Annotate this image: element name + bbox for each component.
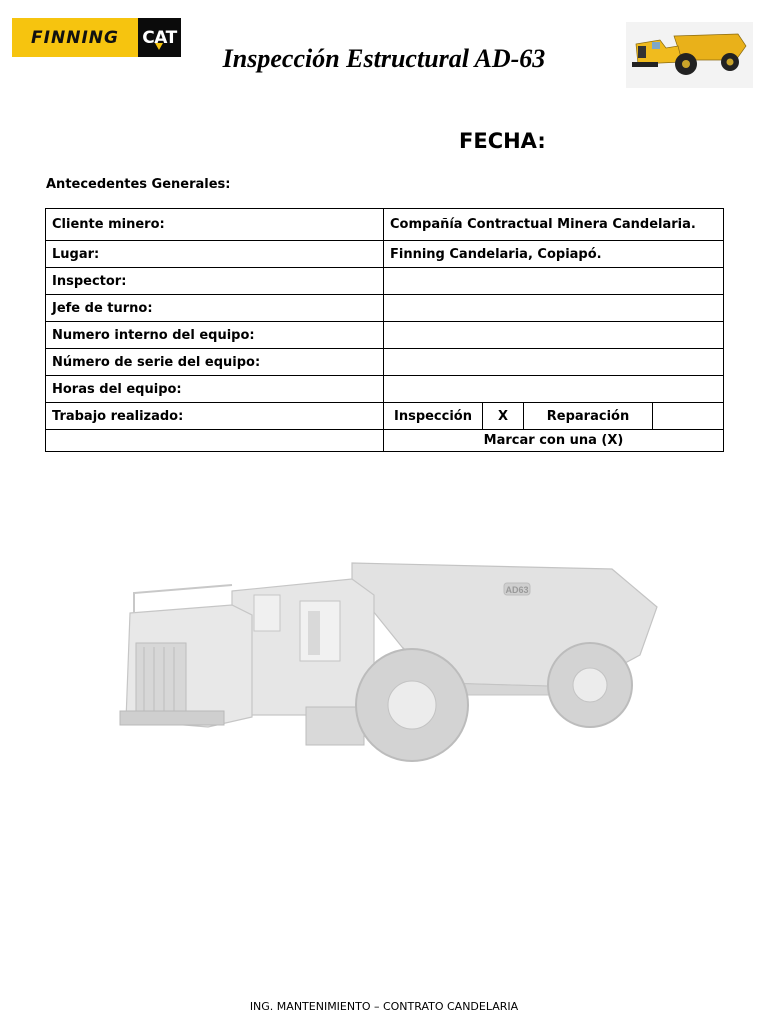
section-title: Antecedentes Generales: xyxy=(46,177,231,192)
reparacion-checkbox[interactable] xyxy=(653,403,723,429)
row-label: Numero interno del equipo: xyxy=(46,322,384,349)
mark-hint-row xyxy=(46,430,724,452)
work-options xyxy=(384,403,724,430)
row-label: Lugar: xyxy=(46,241,384,268)
row-label: Inspector: xyxy=(46,268,384,295)
inspeccion-option: Inspección xyxy=(384,403,483,429)
table-row xyxy=(46,322,724,349)
work-label: Trabajo realizado: xyxy=(46,403,384,430)
row-value[interactable] xyxy=(384,349,724,376)
truck-badge-text: AD63 xyxy=(505,585,529,595)
footer-text: ING. MANTENIMIENTO – CONTRATO CANDELARIA xyxy=(249,1000,519,1013)
finning-logo-text: FINNING xyxy=(31,27,119,48)
table-row xyxy=(46,376,724,403)
work-row xyxy=(46,403,724,430)
general-info-table xyxy=(45,208,724,452)
row-value[interactable] xyxy=(384,268,724,295)
reparacion-option: Reparación xyxy=(524,403,653,429)
row-label: Cliente minero: xyxy=(46,209,384,241)
table-row xyxy=(46,268,724,295)
row-value[interactable]: Finning Candelaria, Copiapó. xyxy=(384,241,724,268)
inspeccion-checkbox[interactable]: X xyxy=(483,403,524,429)
fecha-label: FECHA: xyxy=(459,129,546,153)
page-title: Inspección Estructural AD-63 xyxy=(222,44,546,73)
table-row xyxy=(46,241,724,268)
truck-thumbnail-image xyxy=(626,22,753,88)
row-label: Horas del equipo: xyxy=(46,376,384,403)
empty-cell xyxy=(46,430,384,452)
cat-logo-text: CAT xyxy=(142,27,177,48)
row-value[interactable] xyxy=(384,295,724,322)
table-row xyxy=(46,295,724,322)
row-label: Número de serie del equipo: xyxy=(46,349,384,376)
row-value[interactable] xyxy=(384,322,724,349)
row-label: Jefe de turno: xyxy=(46,295,384,322)
truck-illustration xyxy=(112,555,662,775)
row-value[interactable] xyxy=(384,376,724,403)
row-value[interactable]: Compañía Contractual Minera Candelaria. xyxy=(384,209,724,241)
table-row xyxy=(46,349,724,376)
mark-hint: Marcar con una (X) xyxy=(384,430,724,452)
table-row xyxy=(46,209,724,241)
